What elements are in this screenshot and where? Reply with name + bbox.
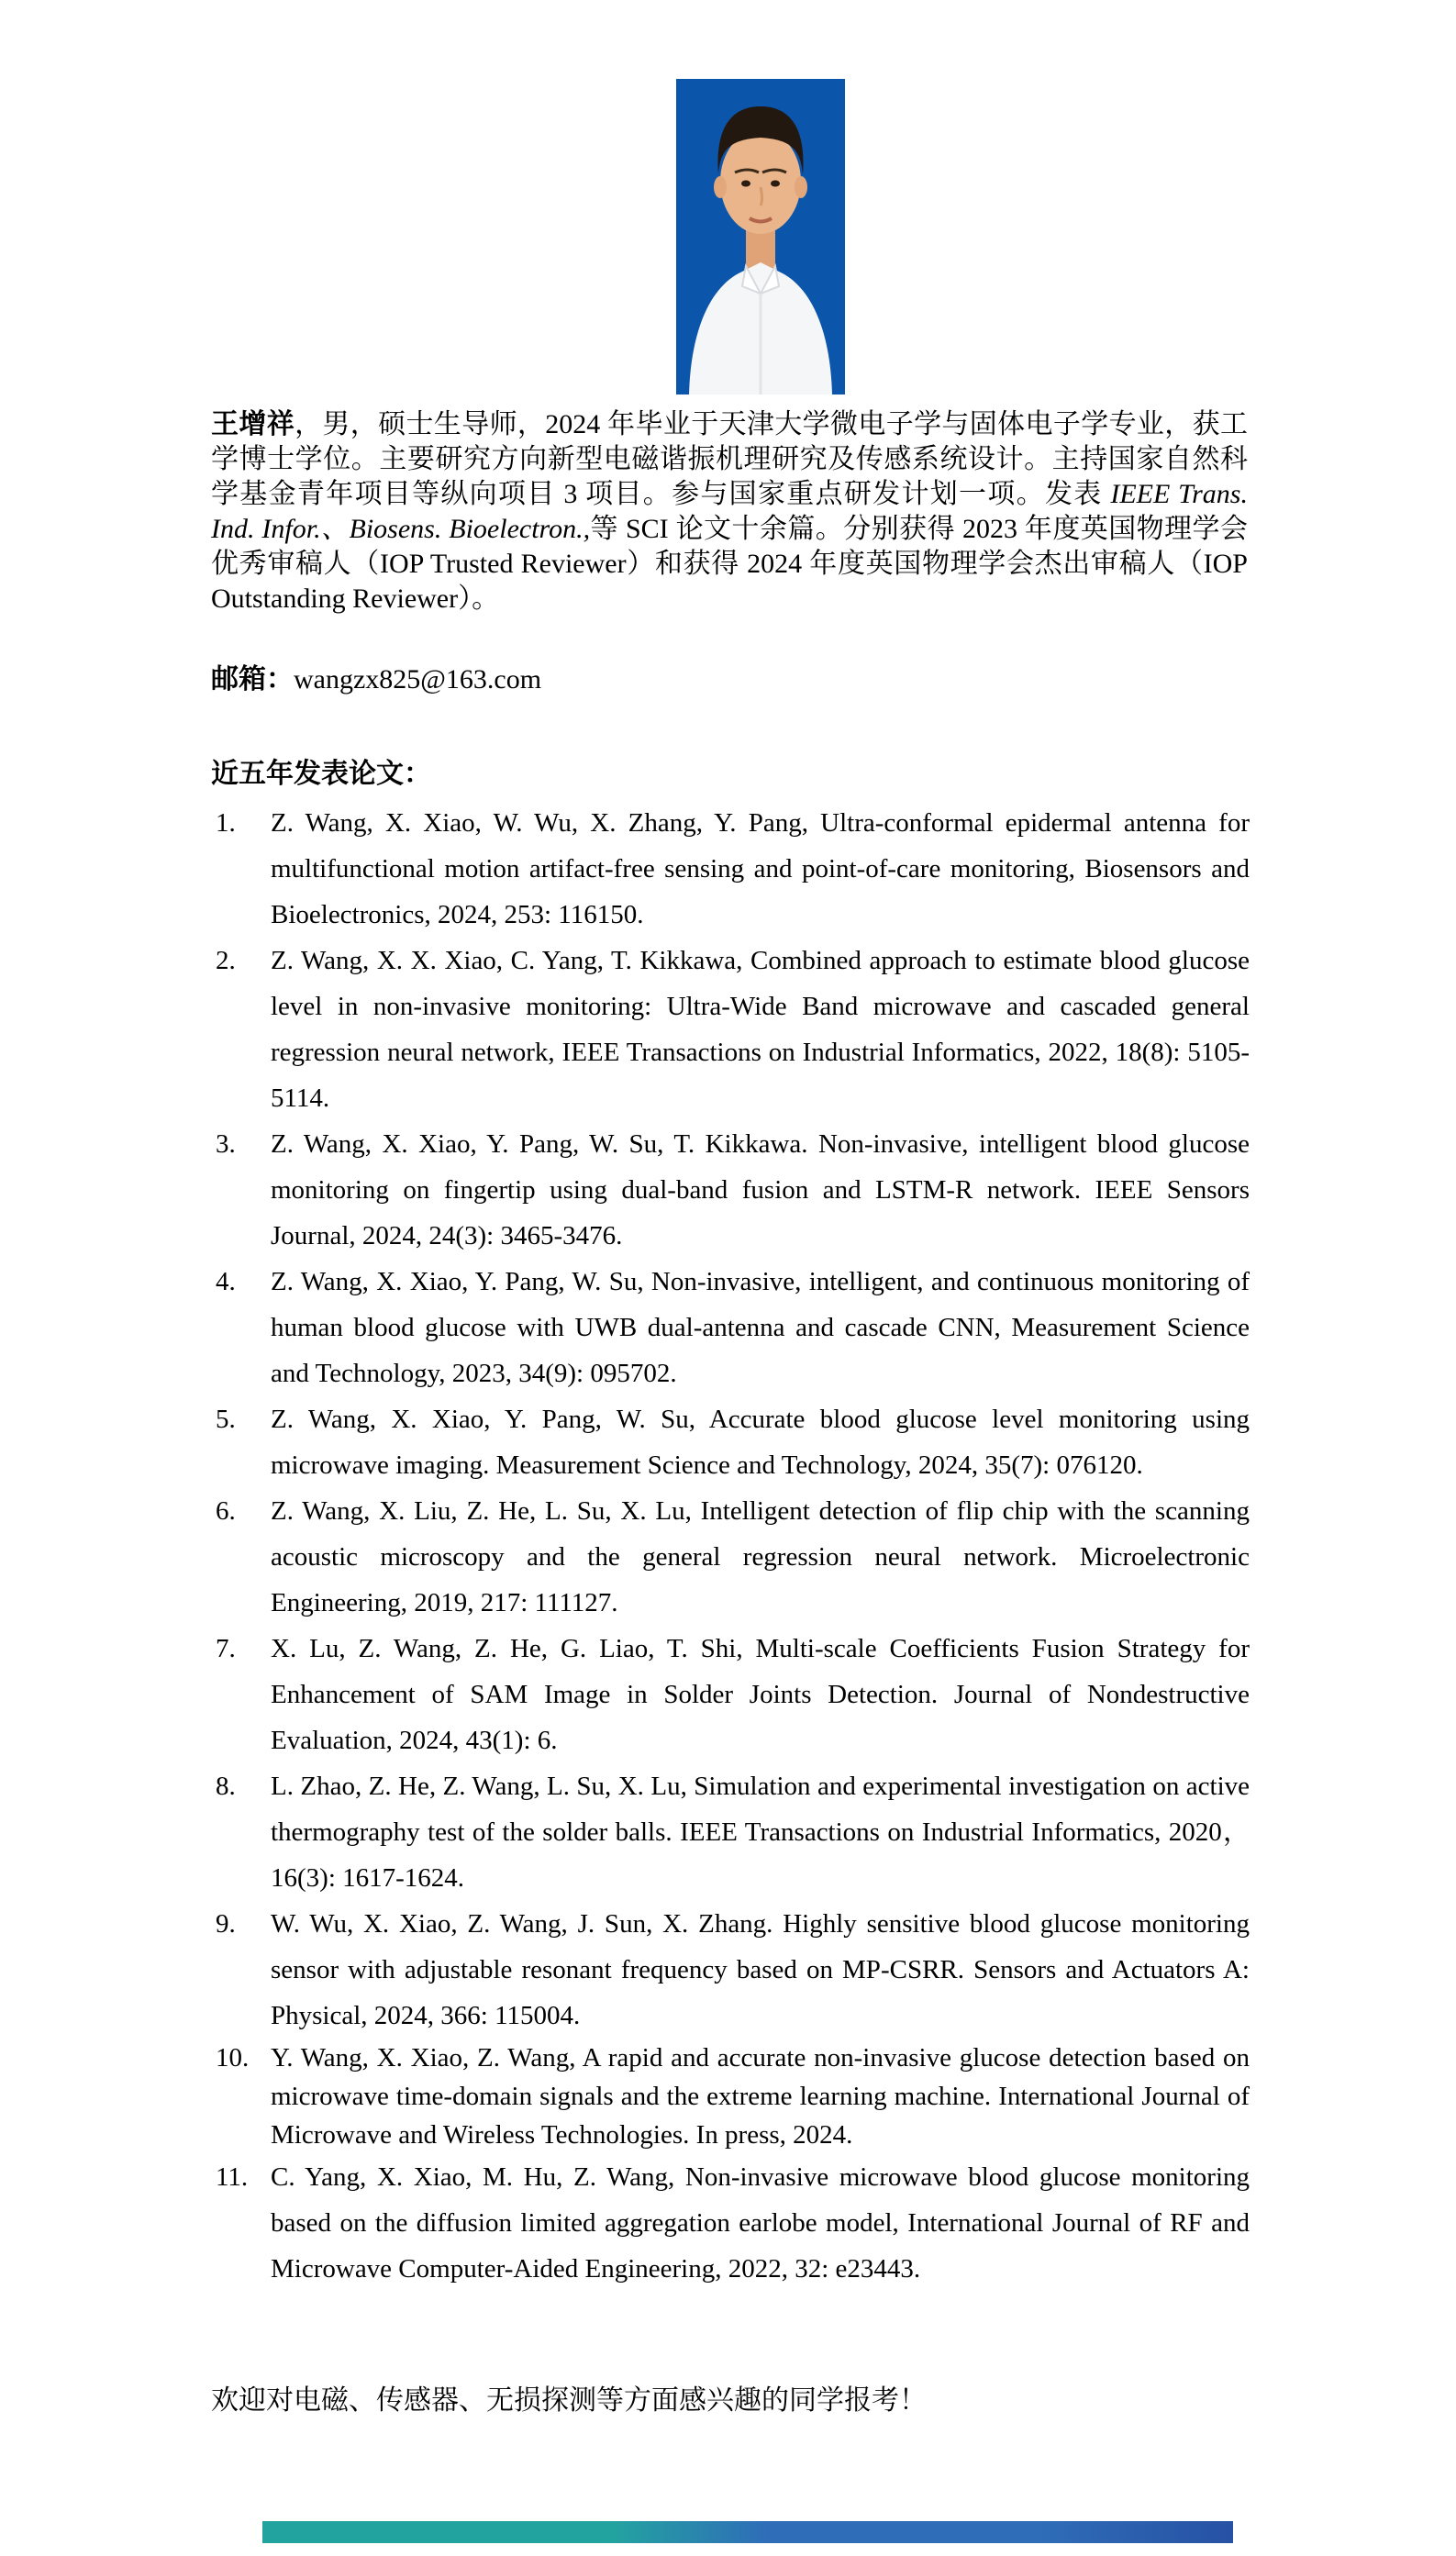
publication-number: 3. [216, 1129, 236, 1159]
publication-number: 11. [216, 2162, 249, 2192]
portrait-photo [676, 79, 845, 395]
publication-number: 4. [216, 1267, 236, 1296]
publication-number: 5. [216, 1405, 236, 1434]
publication-number: 2. [216, 946, 236, 975]
publication-citation: Z. Wang, X. X. Xiao, C. Yang, T. Kikkawa, Combined approach to estimate blood glucose level in non-invasive monitoring: Ultra-Wide Band microwave and cascaded general regression neural network, IEEE Transactions on Industrial Informatics, 2022, 18(8): 5105-5114. [271, 946, 1250, 1113]
publication-number: 1. [216, 808, 236, 838]
publication-item-9 [211, 1901, 1250, 2039]
publication-citation: X. Lu, Z. Wang, Z. He, G. Liao, T. Shi, Multi-scale Coefficients Fusion Strategy for Enhancement of SAM Image in Solder Joints Detection. Journal of Nondestructive Evaluation, 2024, 43(1): 6. [271, 1634, 1250, 1755]
publication-item-7 [211, 1626, 1250, 1763]
publication-citation: Z. Wang, X. Xiao, Y. Pang, W. Su, Accurate blood glucose level monitoring using microwave imaging. Measurement Science and Technology, 2024, 35(7): 076120. [271, 1405, 1250, 1480]
closing-line: 欢迎对电磁、传感器、无损探测等方面感兴趣的同学报考！ [211, 2385, 927, 2416]
publication-item-8 [211, 1763, 1250, 1901]
publication-item-4 [211, 1259, 1250, 1396]
email-line [211, 662, 541, 697]
publication-citation: Z. Wang, X. Xiao, Y. Pang, W. Su, Non-invasive, intelligent, and continuous monitoring of human blood glucose with UWB dual-antenna and cascade CNN, Measurement Science and Technology, 2023, 34(9): 095702. [271, 1267, 1250, 1388]
publication-number: 7. [216, 1634, 236, 1663]
email-label: 邮箱： [211, 664, 294, 695]
publication-item-2 [211, 938, 1250, 1121]
portrait-photo-graphic [676, 79, 845, 395]
publication-number: 8. [216, 1772, 236, 1801]
publication-citation: C. Yang, X. Xiao, M. Hu, Z. Wang, Non-invasive microwave blood glucose monitoring based on the diffusion limited aggregation earlobe model, International Journal of RF and Microwave Computer-Aided Engineering, 2022, 32: e23443. [271, 2162, 1250, 2284]
publication-citation: L. Zhao, Z. He, Z. Wang, L. Su, X. Lu, Simulation and experimental investigation on active thermography test of the solder balls. IEEE Transactions on Industrial Informatics, 2020，16(3): 1617-1624. [271, 1772, 1250, 1893]
publication-citation: Z. Wang, X. Xiao, Y. Pang, W. Su, T. Kikkawa. Non-invasive, intelligent blood glucose monitoring on fingertip using dual-band fusion and LSTM-R network. IEEE Sensors Journal, 2024, 24(3): 3465-3476. [271, 1129, 1250, 1250]
publication-item-3 [211, 1121, 1250, 1259]
bio-text-2: 等 SCI 论文十余篇。分别获得 2023 年度英国物理学会优秀审稿人（IOP Trusted Reviewer）和获得 2024 年度英国物理学会杰出审稿人（IOP Outstanding Reviewer）。 [211, 514, 1249, 614]
person-name: 王增祥 [211, 409, 295, 439]
bio-paragraph [211, 407, 1248, 617]
publication-number: 6. [216, 1496, 236, 1526]
bio-text-1: ，男，硕士生导师，2024 年毕业于天津大学微电子学与固体电子学专业，获工学博士学位。主要研究方向新型电磁谐振机理研究及传感系统设计。主持国家自然科学基金青年项目等纵向项目 3 项目。参与国家重点研发计划一项。发表 [211, 409, 1249, 509]
publication-item-11 [211, 2154, 1250, 2292]
publications-list [211, 800, 1250, 2292]
publications-heading: 近五年发表论文： [211, 759, 431, 789]
publication-item-1 [211, 800, 1250, 938]
publication-item-10 [211, 2039, 1250, 2154]
publication-item-6 [211, 1488, 1250, 1626]
publication-citation: W. Wu, X. Xiao, Z. Wang, J. Sun, X. Zhang. Highly sensitive blood glucose monitoring sensor with adjustable resonant frequency based on MP-CSRR. Sensors and Actuators A: Physical, 2024, 366: 115004. [271, 1909, 1250, 2030]
publication-number: 10. [216, 2043, 250, 2073]
publication-citation: Z. Wang, X. Xiao, W. Wu, X. Zhang, Y. Pang, Ultra-conformal epidermal antenna for multifunctional motion artifact-free sensing and point-of-care monitoring, Biosensors and Bioelectronics, 2024, 253: 116150. [271, 808, 1250, 929]
publication-citation: Z. Wang, X. Liu, Z. He, L. Su, X. Lu, Intelligent detection of flip chip with the scanning acoustic microscopy and the general regression neural network. Microelectronic Engineering, 2019, 217: 111127. [271, 1496, 1250, 1617]
email-address: wangzx825@163.com [294, 664, 542, 695]
publication-number: 9. [216, 1909, 236, 1939]
publication-item-5 [211, 1396, 1250, 1488]
bio-journals-italic: IEEE Trans. Ind. Infor.、Biosens. Bioelectron., [211, 479, 1248, 544]
publication-citation: Y. Wang, X. Xiao, Z. Wang, A rapid and accurate non-invasive glucose detection based on microwave time-domain signals and the extreme learning machine. International Journal of Microwave and Wireless Technologies. In press, 2024. [271, 2043, 1250, 2150]
footer-accent-bar [262, 2521, 1233, 2543]
